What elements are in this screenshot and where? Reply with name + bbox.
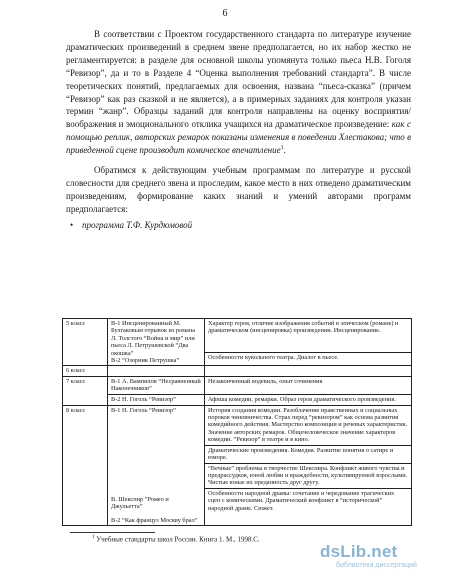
work-item: В. Шекспир “Ромео и Джульетта” bbox=[111, 496, 169, 511]
watermark bbox=[320, 542, 436, 574]
table-cell-topics bbox=[205, 405, 412, 526]
bullet-marker: • bbox=[70, 219, 74, 230]
topic-item: История создания комедии. Разоблачение нравственных и социальных пороков чиновничества. Страх перед “ревизором” как основа развития комедийного действия. Мастерство композиции и речевых характеристик. Значение авторских ремарок. Общечеловеческое значение характеров комедии. “Ревизор” в театре и в кино. bbox=[208, 406, 408, 444]
watermark-subtitle: библиотека диссертаций bbox=[336, 562, 417, 569]
table-cell-class: 7 класс bbox=[63, 376, 108, 405]
footnote-ref: 1 bbox=[280, 145, 284, 152]
table-row bbox=[63, 376, 412, 405]
bullet-item bbox=[66, 219, 411, 232]
program-table bbox=[62, 318, 412, 526]
paragraph-1-end: . bbox=[283, 145, 286, 156]
work-item: В-2 “Как француз Москву брал” bbox=[111, 516, 198, 524]
work-item: В-1 А. Вампилов “Несравненный Наконечников” bbox=[111, 377, 201, 393]
table-cell-works bbox=[108, 366, 205, 376]
table-cell-topics bbox=[205, 376, 412, 405]
paragraph-1-italic: как с помощью реплик, авторских ремарок показаны изменения в поведении Хлестакова; что в приведенной сцене производит комическое впечатление bbox=[66, 119, 411, 156]
work-item: В-1 Инсценированный М. Булгаковым отрывок из романа Л. Толстого “Война и мир” или пьеса Л. Петрушевской “Два окошка” bbox=[111, 320, 195, 357]
paragraph-1 bbox=[66, 28, 411, 157]
topic-item: Характер героя, отличие изображения событий в эпическом (романе) и драматическом (инсценировка) произведении. Инсценирование. bbox=[208, 320, 399, 335]
table-cell-class: 5 класс bbox=[63, 319, 108, 366]
main-text bbox=[66, 28, 411, 232]
table-cell-works bbox=[108, 376, 205, 405]
table-row bbox=[63, 366, 412, 376]
footnote-text: Учебные стандарты школ России. Книга 1. М., 1998.С. bbox=[96, 535, 260, 544]
footnote bbox=[92, 535, 260, 543]
topic-item: Особенности народной драмы: сочетание и чередование трагических сцен с комическими. Драматический конфликт в “исторической” народной драме. Сюжет. bbox=[208, 489, 395, 512]
table-cell-topics bbox=[205, 366, 412, 376]
topic-item: “Вечные” проблемы в творчестве Шекспира. Конфликт живого чувства и предрассудков, юной любви и враждебности, культивируемой взрослыми. Чистые юные их преданность друг другу. bbox=[208, 464, 408, 487]
table-cell-topics bbox=[205, 319, 412, 366]
table-cell-works bbox=[108, 405, 205, 526]
footnote-mark: 1 bbox=[92, 535, 95, 540]
table-row bbox=[63, 319, 412, 366]
work-item: В-2 “Озорник Петрушка” bbox=[111, 357, 180, 365]
page-number: 6 bbox=[222, 8, 228, 19]
topic-item: Афиша комедии, ремарки. Образ героя драматического произведения. bbox=[208, 396, 396, 404]
paragraph-2: Обратимся к действующим учебным программам по литературе и русской словесности для среднего звена и проследим, какое место в них отведено драматическим произведениям, формирование каких знаний и умений авторами программ предполагается: bbox=[66, 165, 411, 214]
footnote-divider bbox=[70, 532, 155, 533]
work-item: В-2 Н. Гоголь “Ревизор” bbox=[111, 395, 176, 403]
paragraph-1-text: В соответствии с Проектом государственного стандарта по литературе изучение драматических произведений в среднем звене предполагается, но их набор жестко не регламентируется: в разделе для основной школы упомянута только пьеса Н.В. Гоголя “Ревизор”, да и то в Разделе 4 “Оценка выполнения требований стандарта”. В числе теоретических понятий, предлагаемых для освоения, названа “пьеса-сказка” (причем “Ревизор” как раз сказкой и не является), а в примерных заданиях для контроля указан термин “жанр”. Образцы заданий для контроля направлены на оценку восприятия/воображения и эмоционального отклика учащихся на драматическое произведение: bbox=[66, 29, 411, 130]
table-row bbox=[63, 405, 412, 526]
topic-item: Драматические произведения. Комедия. Развитие понятия о сатире и юморе. bbox=[208, 446, 394, 462]
topic-item: Незаконченный водевиль, опыт сочинения bbox=[208, 377, 323, 385]
table-cell-class: 8 класс bbox=[63, 405, 108, 526]
bullet-text: программа Т.Ф. Курдюмовой bbox=[82, 219, 193, 230]
table-cell-class: 6 класс bbox=[63, 366, 108, 376]
work-item: В-1 Н. Гоголь “Ревизор” bbox=[111, 406, 176, 414]
table-cell-works bbox=[108, 319, 205, 366]
watermark-logo: dsLib.net bbox=[320, 542, 398, 561]
topic-item: Особенности кукольного театра. Диалог в пьесе. bbox=[208, 353, 339, 361]
